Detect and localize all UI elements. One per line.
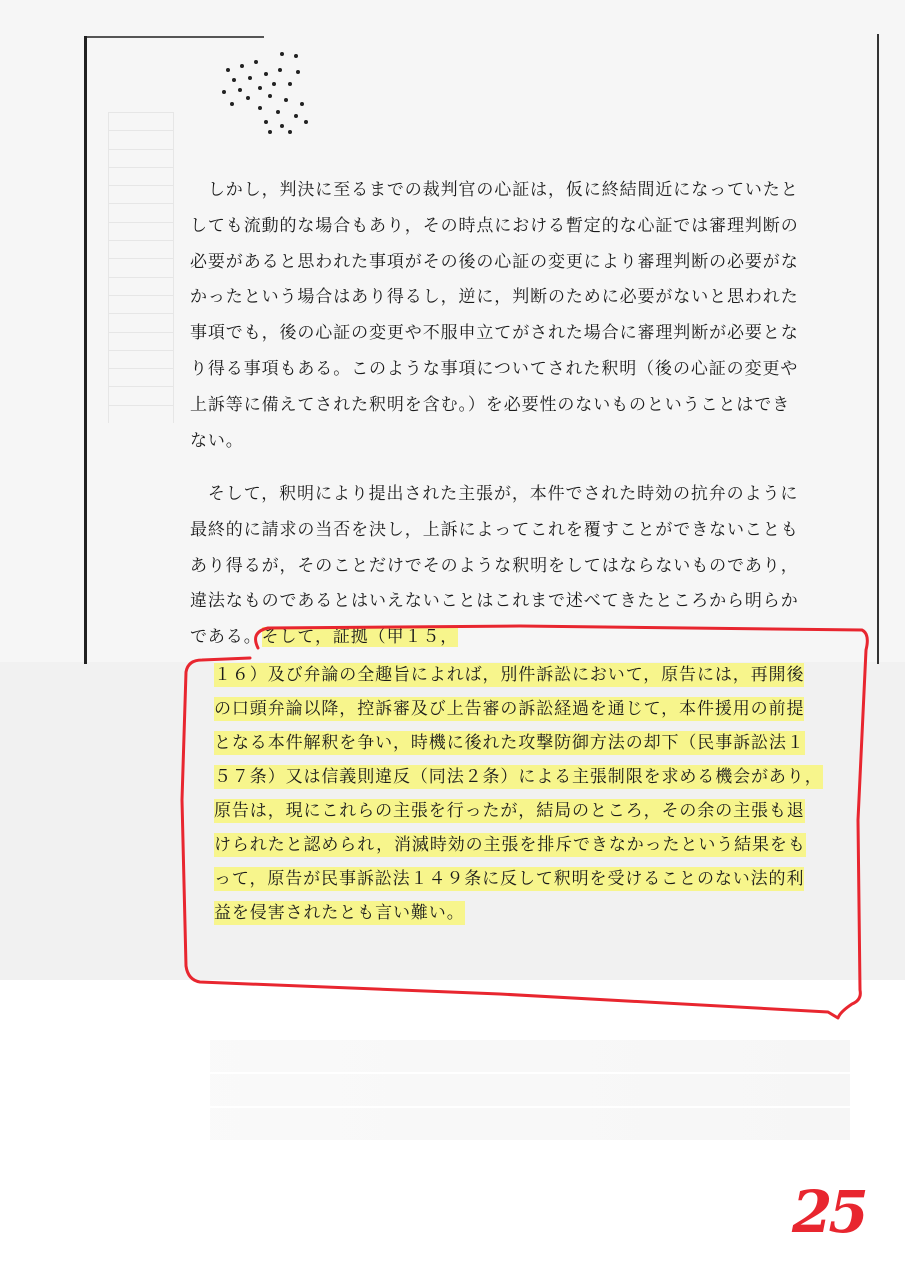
highlighted-line: １６）及び弁論の全趣旨によれば，別件訴訟において，原告には，再開後 (214, 665, 805, 685)
plain-text: である。 (190, 627, 262, 648)
highlighted-line: ５７条）又は信義則違反（同法２条）による主張制限を求める機会があり， (214, 767, 823, 787)
text-line: 必要があると思われた事項がその後の心証の変更により審理判断の必要がな (190, 251, 799, 272)
highlighted-line: 原告は，現にこれらの主張を行ったが，結局のところ，その余の主張も退 (214, 801, 805, 821)
highlighted-line: って，原告が民事訴訟法１４９条に反して釈明を受けることのない法的利 (214, 869, 805, 889)
highlighted-text: そして，証拠（甲１５， (261, 627, 459, 648)
text-line: ない。 (190, 430, 244, 451)
text-line: あり得るが，そのことだけでそのような釈明をしてはならないものであり， (190, 555, 799, 576)
text-line: 最終的に請求の当否を決し，上訴によってこれを覆すことができないことも (190, 519, 799, 540)
text-line: そして，釈明により提出された主張が，本件でされた時効の抗弁のように (190, 484, 799, 504)
bleed-through-text (210, 1040, 850, 1142)
highlighted-line: けられたと認められ，消滅時効の主張を排斥できなかったという結果をも (214, 835, 806, 855)
highlighted-line: となる本件解釈を争い，時機に後れた攻撃防御方法の却下（民事訴訟法１ (214, 733, 805, 753)
text-line: り得る事項もある。このような事項についてされた釈明（後の心証の変更や (190, 358, 799, 379)
handwritten-page-number: 25 (792, 1178, 865, 1246)
text-line: しても流動的な場合もあり，その時点における暫定的な心証では審理判断の (190, 215, 799, 236)
text-line: かったという場合はあり得るし，逆に，判断のために必要がないと思われた (190, 287, 799, 308)
text-line: しかし，判決に至るまでの裁判官の心証は，仮に終結間近になっていたと (190, 180, 799, 200)
text-line: 上訴等に備えてされた釈明を含む。）を必要性のないものということはでき (190, 394, 791, 415)
text-line: 違法なものであるとはいえないことはこれまで述べてきたところから明らか (190, 591, 799, 612)
text-line: 事項でも，後の心証の変更や不服申立てがされた場合に審理判断が必要とな (190, 323, 799, 344)
highlighted-line: 益を侵害されたとも言い難い。 (214, 903, 465, 923)
highlighted-line: の口頭弁論以降，控訴審及び上告審の訴訟経過を通じて，本件援用の前提 (214, 699, 805, 719)
